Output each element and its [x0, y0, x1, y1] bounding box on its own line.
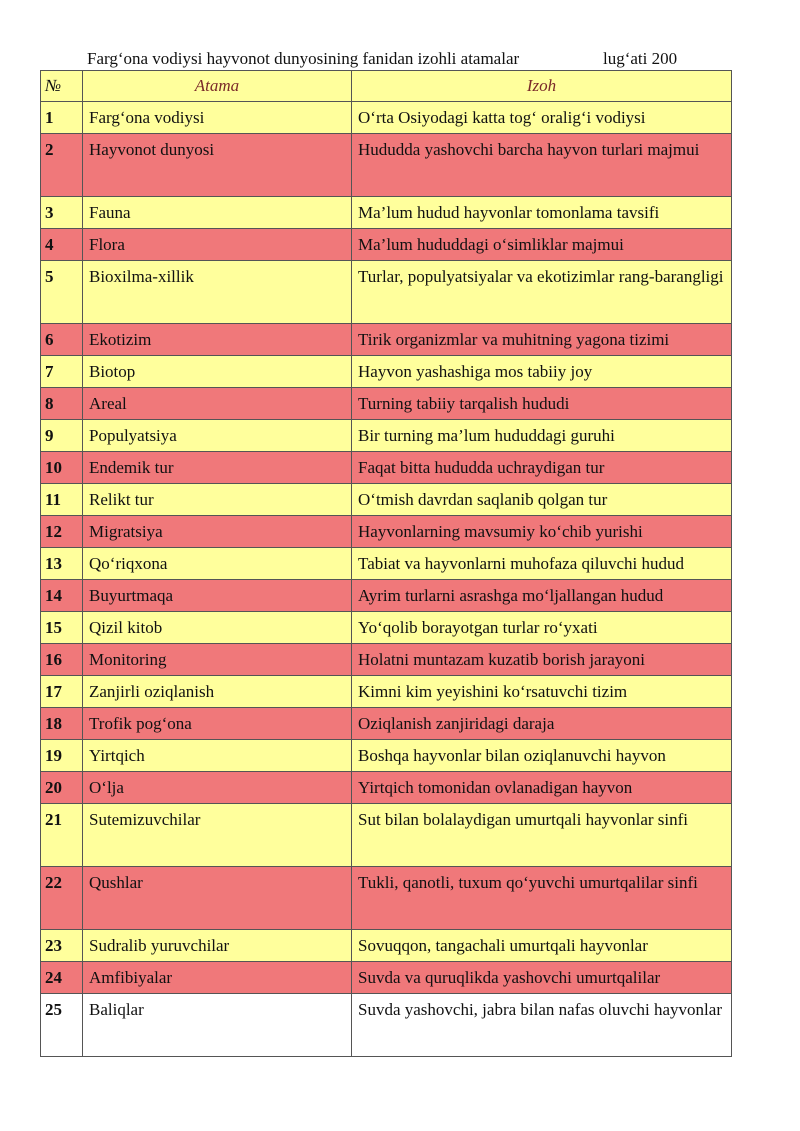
row-definition: Ayrim turlarni asrashga mo‘ljallangan hudud [352, 580, 732, 612]
row-number: 6 [41, 324, 83, 356]
row-definition: Boshqa hayvonlar bilan oziqlanuvchi hayvon [352, 740, 732, 772]
column-header-definition: Izoh [352, 71, 732, 102]
row-number: 2 [41, 134, 83, 197]
row-definition: Turlar, populyatsiyalar va ekotizimlar rang-barangligi [352, 261, 732, 324]
row-term: Hayvonot dunyosi [83, 134, 352, 197]
row-term: Migratsiya [83, 516, 352, 548]
row-number: 20 [41, 772, 83, 804]
glossary-table [40, 70, 732, 1057]
row-number: 24 [41, 962, 83, 994]
row-term: Buyurtmaqa [83, 580, 352, 612]
table-row [41, 197, 732, 229]
table-row [41, 644, 732, 676]
row-definition: Ma’lum hududdagi o‘simliklar majmui [352, 229, 732, 261]
table-row [41, 388, 732, 420]
row-number: 5 [41, 261, 83, 324]
table-row [41, 580, 732, 612]
row-term: Monitoring [83, 644, 352, 676]
table-row [41, 930, 732, 962]
row-term: Amfibiyalar [83, 962, 352, 994]
table-row [41, 484, 732, 516]
row-number: 1 [41, 102, 83, 134]
row-number: 3 [41, 197, 83, 229]
row-definition: Tirik organizmlar va muhitning yagona tizimi [352, 324, 732, 356]
row-number: 17 [41, 676, 83, 708]
document-title [0, 48, 800, 70]
row-definition: Sut bilan bolalaydigan umurtqali hayvonlar sinfi [352, 804, 732, 867]
row-definition: Holatni muntazam kuzatib borish jarayoni [352, 644, 732, 676]
row-term: Areal [83, 388, 352, 420]
table-row [41, 708, 732, 740]
row-definition: Hayvonlarning mavsumiy ko‘chib yurishi [352, 516, 732, 548]
row-term: Qo‘riqxona [83, 548, 352, 580]
title-suffix: lug‘ati 200 [603, 49, 678, 68]
row-number: 21 [41, 804, 83, 867]
row-term: Endemik tur [83, 452, 352, 484]
row-term: Ekotizim [83, 324, 352, 356]
row-term: Biotop [83, 356, 352, 388]
row-number: 22 [41, 867, 83, 930]
row-definition: Ma’lum hudud hayvonlar tomonlama tavsifi [352, 197, 732, 229]
table-row [41, 102, 732, 134]
row-number: 7 [41, 356, 83, 388]
row-term: Qushlar [83, 867, 352, 930]
row-term: Fauna [83, 197, 352, 229]
table-row [41, 134, 732, 197]
table-row [41, 324, 732, 356]
row-number: 10 [41, 452, 83, 484]
row-number: 16 [41, 644, 83, 676]
row-definition: Oziqlanish zanjiridagi daraja [352, 708, 732, 740]
table-row [41, 772, 732, 804]
row-term: Sudralib yuruvchilar [83, 930, 352, 962]
table-header-row [41, 71, 732, 102]
table-row [41, 420, 732, 452]
row-term: Yirtqich [83, 740, 352, 772]
row-definition: Sovuqqon, tangachali umurtqali hayvonlar [352, 930, 732, 962]
row-number: 25 [41, 994, 83, 1057]
row-term: Trofik pog‘ona [83, 708, 352, 740]
table-row [41, 740, 732, 772]
row-number: 13 [41, 548, 83, 580]
row-definition: O‘tmish davrdan saqlanib qolgan tur [352, 484, 732, 516]
row-term: Bioxilma-xillik [83, 261, 352, 324]
row-term: Relikt tur [83, 484, 352, 516]
row-definition: Bir turning ma’lum hududdagi guruhi [352, 420, 732, 452]
row-number: 19 [41, 740, 83, 772]
row-number: 11 [41, 484, 83, 516]
row-definition: O‘rta Osiyodagi katta tog‘ oralig‘i vodiysi [352, 102, 732, 134]
row-definition: Suvda va quruqlikda yashovchi umurtqalilar [352, 962, 732, 994]
title-main: Farg‘ona vodiysi hayvonot dunyosining fanidan izohli atamalar [87, 49, 520, 68]
row-number: 12 [41, 516, 83, 548]
row-definition: Suvda yashovchi, jabra bilan nafas oluvchi hayvonlar [352, 994, 732, 1057]
column-header-number: № [41, 71, 83, 102]
table-row [41, 994, 732, 1057]
row-definition: Yo‘qolib borayotgan turlar ro‘yxati [352, 612, 732, 644]
row-number: 23 [41, 930, 83, 962]
row-term: Baliqlar [83, 994, 352, 1057]
column-header-term: Atama [83, 71, 352, 102]
row-definition: Hududda yashovchi barcha hayvon turlari majmui [352, 134, 732, 197]
row-term: Farg‘ona vodiysi [83, 102, 352, 134]
row-definition: Tabiat va hayvonlarni muhofaza qiluvchi hudud [352, 548, 732, 580]
row-definition: Tukli, qanotli, tuxum qo‘yuvchi umurtqalilar sinfi [352, 867, 732, 930]
table-row [41, 804, 732, 867]
row-term: O‘lja [83, 772, 352, 804]
table-row [41, 676, 732, 708]
row-term: Flora [83, 229, 352, 261]
row-number: 4 [41, 229, 83, 261]
row-definition: Hayvon yashashiga mos tabiiy joy [352, 356, 732, 388]
table-row [41, 612, 732, 644]
row-term: Populyatsiya [83, 420, 352, 452]
table-row [41, 548, 732, 580]
row-term: Qizil kitob [83, 612, 352, 644]
row-definition: Kimni kim yeyishini ko‘rsatuvchi tizim [352, 676, 732, 708]
row-term: Zanjirli oziqlanish [83, 676, 352, 708]
row-number: 8 [41, 388, 83, 420]
table-row [41, 356, 732, 388]
row-number: 14 [41, 580, 83, 612]
table-row [41, 867, 732, 930]
table-row [41, 962, 732, 994]
row-number: 18 [41, 708, 83, 740]
table-row [41, 261, 732, 324]
table-row [41, 516, 732, 548]
row-definition: Turning tabiiy tarqalish hududi [352, 388, 732, 420]
row-definition: Yirtqich tomonidan ovlanadigan hayvon [352, 772, 732, 804]
row-definition: Faqat bitta hududda uchraydigan tur [352, 452, 732, 484]
table-row [41, 452, 732, 484]
table-row [41, 229, 732, 261]
row-term: Sutemizuvchilar [83, 804, 352, 867]
row-number: 15 [41, 612, 83, 644]
row-number: 9 [41, 420, 83, 452]
